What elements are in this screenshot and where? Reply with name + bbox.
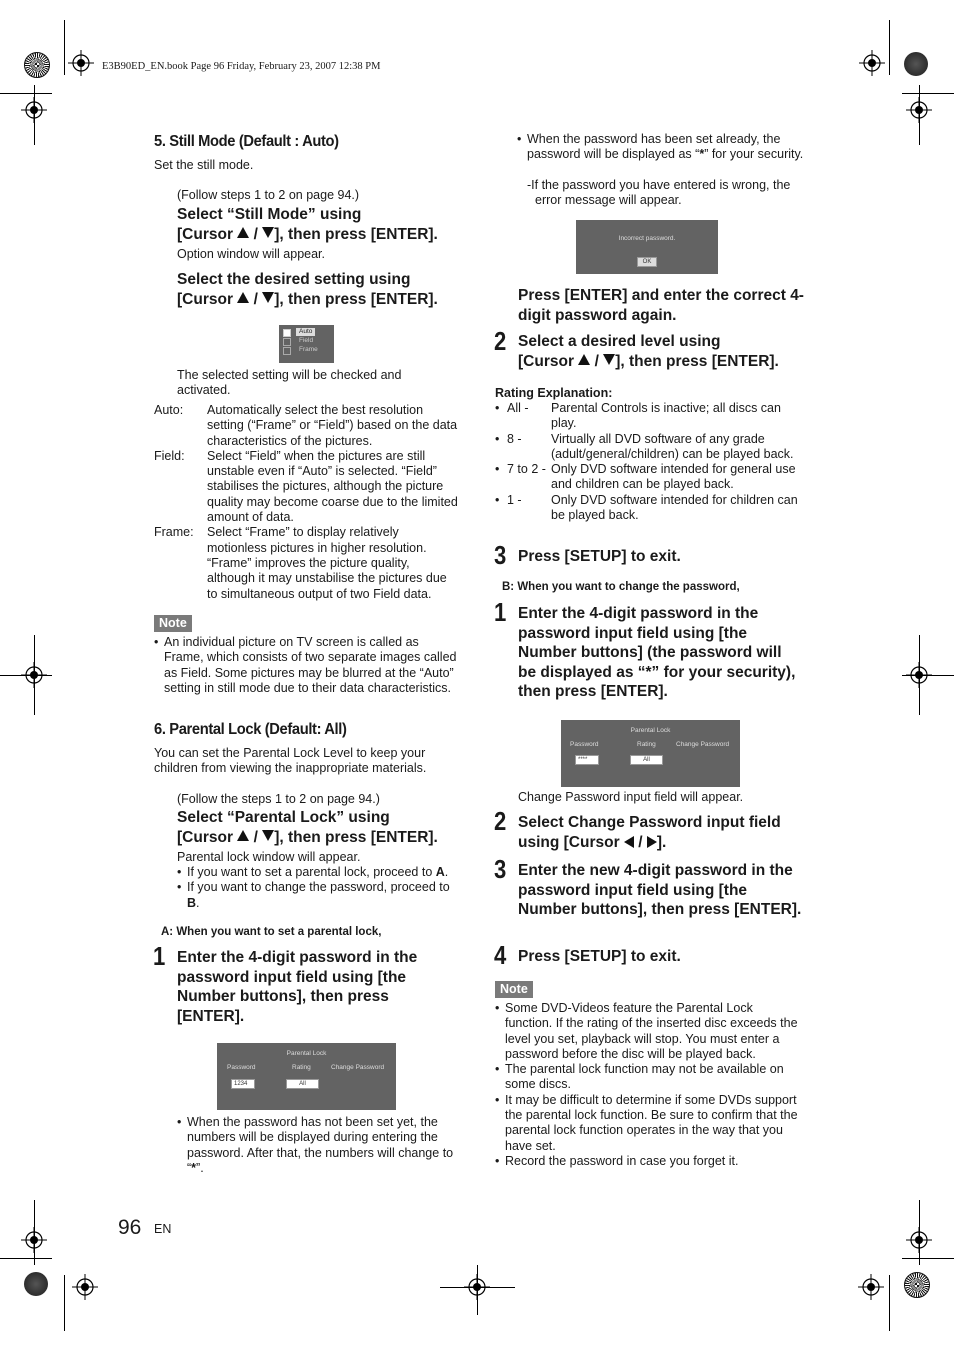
step-text: Enter the 4-digit password in the password input field using [the Number buttons] (the password will be displayed as “ xyxy=(518,605,782,681)
step-rest: ], then press [ENTER]. xyxy=(274,225,438,243)
password-field: 1234 xyxy=(231,1079,255,1089)
option-row xyxy=(283,337,331,346)
screen-col-rating: Rating xyxy=(292,1064,311,1071)
password-bullet-item xyxy=(177,1115,462,1176)
proceed-item xyxy=(177,865,462,880)
screen-col-rating: Rating xyxy=(637,741,656,748)
proceed-letter: B xyxy=(187,895,197,910)
definition-desc: Automatically select the best resolution setting (“Frame” or “Field”) based on the data characteristics of the pictures. xyxy=(207,403,458,448)
registration-crosshair-icon xyxy=(21,1227,47,1253)
note-label: Note xyxy=(154,615,192,632)
screen-col-password: Password xyxy=(570,741,599,748)
option-label: Field xyxy=(299,337,314,344)
step-number: 2 xyxy=(494,806,507,836)
period: . xyxy=(444,865,449,879)
note-item: • It may be difficult to determine if some DVDs support the parental lock function. Be sure to confirm that the parental lock function operates in the way that you have set. xyxy=(495,1093,800,1154)
step-rest: ], then press [ENTER]. xyxy=(615,352,779,370)
bullet-text: When the password has been set already, the password will be displayed as “ xyxy=(527,132,781,162)
crop-line xyxy=(0,93,52,94)
cursor-down-icon xyxy=(262,227,274,238)
registration-crosshair-icon xyxy=(906,662,932,688)
language-code: EN xyxy=(154,1222,172,1236)
cursor-text: [Cursor xyxy=(177,225,233,243)
registration-crosshair-icon xyxy=(906,97,932,123)
registration-crosshair-icon xyxy=(68,50,94,76)
rating-code: 1 - xyxy=(507,492,522,507)
page-number: 96 xyxy=(118,1216,142,1239)
definition-desc: Select “Frame” to display relatively motionless pictures in higher resolution. “Frame” improves the picture quality, although it may unstabilise the pictures due to simultaneous output of two Field data. xyxy=(207,525,447,601)
cursor-up-icon xyxy=(578,354,590,365)
rating-desc: Only DVD software intended for general use and children can be played back. xyxy=(551,462,796,492)
note-item: • An individual picture on TV screen is called as Frame, which consists of two separate images called as Field. Some pictures may be blurred at the “Auto” setting in still mode due to their data characteristics. xyxy=(154,635,459,696)
bullet: • xyxy=(495,431,500,446)
checkbox-checked-icon xyxy=(283,329,291,337)
bullet: • xyxy=(495,401,500,415)
follow-steps-note: (Follow steps 1 to 2 on page 94.) xyxy=(177,188,360,202)
still-mode-definitions xyxy=(154,403,459,602)
proceed-list xyxy=(177,865,462,911)
parental-lock-screen xyxy=(217,1043,396,1110)
step-line xyxy=(177,225,477,245)
rating-field: All xyxy=(630,755,663,765)
star-glyph: * xyxy=(699,147,705,162)
book-header: E3B90ED_EN.book Page 96 Friday, February 23, 2007 12:38 PM xyxy=(102,61,381,72)
step-number: 1 xyxy=(494,597,507,627)
proceed-item xyxy=(177,880,462,911)
cursor-right-icon xyxy=(647,836,657,848)
change-password-note: Change Password input field will appear. xyxy=(518,790,744,804)
proceed-letter: A xyxy=(435,865,445,879)
crop-line xyxy=(64,20,65,75)
slash: / xyxy=(594,352,599,370)
bullet-text: When the password has not been set yet, the numbers will be displayed during entering the password. After that, the numbers will change to “ xyxy=(187,1115,454,1175)
slash: / xyxy=(253,828,258,846)
password-field: **** xyxy=(575,755,599,765)
password-set-bullet xyxy=(517,132,807,163)
step-number: 3 xyxy=(494,540,507,570)
step-line xyxy=(177,828,477,848)
bullet-text: ” for your security. xyxy=(704,147,804,162)
step-select-parental-lock xyxy=(177,808,477,847)
star-glyph: * xyxy=(191,1160,197,1175)
step-rest: ], then press [ENTER]. xyxy=(274,290,438,308)
wrong-password-note: -If the password you have entered is wrong, the error message will appear. xyxy=(527,178,791,208)
step-select-level xyxy=(518,332,818,371)
parental-lock-screen xyxy=(561,720,740,787)
rating-field: All xyxy=(286,1079,319,1089)
crop-line xyxy=(0,1258,52,1259)
parental-lock-heading: 6. Parental Lock (Default: All) xyxy=(154,721,347,738)
period: . xyxy=(196,895,200,910)
step-line: Select Change Password input field xyxy=(518,814,781,831)
still-mode-intro: Set the still mode. xyxy=(154,158,254,172)
note-item: • Record the password in case you forget it. xyxy=(495,1154,800,1169)
option-window-note: Option window will appear. xyxy=(177,247,325,261)
step-select-setting xyxy=(177,270,477,309)
registration-crosshair-icon xyxy=(464,1274,490,1300)
crop-line xyxy=(64,1275,65,1331)
cursor-left-icon xyxy=(624,836,634,848)
step-enter-password-b xyxy=(518,604,803,702)
slash: / xyxy=(253,225,258,243)
star-glyph: * xyxy=(645,663,652,681)
note-item: • Some DVD-Videos feature the Parental Lock function. If the rating of the inserted disc exceeds the level you set, playback will stop. You must enter a password before the disc will be played back. xyxy=(495,1001,800,1062)
crop-line xyxy=(902,1258,954,1259)
note-list xyxy=(154,635,459,696)
rating-code: 8 - xyxy=(507,431,522,446)
step-line: Select “Still Mode” using xyxy=(177,206,362,223)
rating-desc: Virtually all DVD software of any grade (adult/general/children) can be played back. xyxy=(551,431,794,461)
screen-title: Parental Lock xyxy=(630,727,671,734)
registration-dark-circle-icon xyxy=(904,52,928,76)
definition-term: Auto: xyxy=(154,403,184,417)
cursor-up-icon xyxy=(237,830,249,841)
parental-lock-intro: You can set the Parental Lock Level to keep your children from viewing the inappropriate materials. xyxy=(154,746,427,776)
password-bullet xyxy=(177,1115,462,1176)
note-item: • The parental lock function may not be available on some discs. xyxy=(495,1062,800,1093)
bullet: • xyxy=(495,462,500,477)
follow-steps-note: (Follow the steps 1 to 2 on page 94.) xyxy=(177,792,380,806)
option-row xyxy=(283,346,331,355)
registration-crosshair-icon xyxy=(858,1274,884,1300)
step-enter-new-password: Enter the new 4-digit password in the password input field using [the Number buttons], then press [ENTER]. xyxy=(518,862,802,918)
rating-explanation-heading: Rating Explanation: xyxy=(495,386,613,400)
parental-window-note: Parental lock window will appear. xyxy=(177,850,361,864)
step-number: 3 xyxy=(494,854,507,884)
screen-col-password: Password xyxy=(227,1064,256,1071)
cursor-up-icon xyxy=(237,227,249,238)
rating-desc: Parental Controls is inactive; all discs can play. xyxy=(551,401,781,431)
registration-crosshair-icon xyxy=(21,97,47,123)
proceed-text: If you want to set a parental lock, proceed to xyxy=(187,865,436,879)
proceed-text: If you want to change the password, proceed to xyxy=(187,880,450,895)
cursor-text: using [Cursor xyxy=(518,833,620,851)
crop-line xyxy=(889,20,890,75)
registration-starburst-icon xyxy=(24,52,50,78)
checkbox-icon xyxy=(283,347,291,355)
slash: / xyxy=(253,290,258,308)
step-line: Select the desired setting using xyxy=(177,271,411,288)
rating-code: 7 to 2 - xyxy=(507,462,546,477)
step-line xyxy=(518,833,818,853)
crop-line xyxy=(902,93,954,94)
registration-dark-circle-icon xyxy=(24,1272,48,1296)
step-press-setup: Press [SETUP] to exit. xyxy=(518,548,681,565)
incorrect-password-screen xyxy=(576,220,718,274)
cursor-down-icon xyxy=(603,354,615,365)
step-number: 1 xyxy=(153,941,166,971)
still-mode-heading: 5. Still Mode (Default : Auto) xyxy=(154,133,339,150)
error-message: Incorrect password. xyxy=(618,235,676,242)
note-list xyxy=(495,1001,800,1169)
registration-crosshair-icon xyxy=(21,662,47,688)
note-label: Note xyxy=(495,981,533,998)
definition-term: Field: xyxy=(154,448,185,463)
registration-crosshair-icon xyxy=(859,50,885,76)
bullet: • xyxy=(495,492,500,507)
definition-term: Frame: xyxy=(154,525,194,540)
step-press-setup: Press [SETUP] to exit. xyxy=(518,948,681,965)
option-label: Auto xyxy=(296,328,315,336)
registration-crosshair-icon xyxy=(906,1227,932,1253)
selected-setting-note: The selected setting will be checked and activated. xyxy=(177,368,402,398)
rating-list xyxy=(495,401,805,523)
section-a-heading: A: When you want to set a parental lock, xyxy=(161,926,382,938)
step-select-change-password xyxy=(518,813,818,852)
option-row xyxy=(283,328,331,337)
rating-desc: Only DVD software intended for children can be played back. xyxy=(551,492,798,523)
step-line xyxy=(518,352,818,372)
step-number: 4 xyxy=(494,940,507,970)
option-label: Frame xyxy=(299,346,318,353)
cursor-down-icon xyxy=(262,292,274,303)
step-text: ” for your security), then press [ENTER]. xyxy=(518,663,796,700)
slash: / xyxy=(638,833,643,851)
checkbox-icon xyxy=(283,338,291,346)
step-line xyxy=(177,290,477,310)
password-set-item xyxy=(517,132,807,163)
cursor-text: [Cursor xyxy=(177,290,233,308)
crop-line xyxy=(889,1275,890,1331)
step-rest: ], then press [ENTER]. xyxy=(274,828,438,846)
ok-button[interactable]: OK xyxy=(637,257,657,267)
registration-starburst-icon xyxy=(904,1272,930,1298)
section-b-heading: B: When you want to change the password, xyxy=(502,581,740,593)
step-rest: ]. xyxy=(656,833,667,851)
step-number: 2 xyxy=(494,326,507,356)
cursor-down-icon xyxy=(262,830,274,841)
cursor-up-icon xyxy=(237,292,249,303)
press-enter-instruction: Press [ENTER] and enter the correct 4-digit password again. xyxy=(518,287,804,324)
bullet-end: ”. xyxy=(196,1160,204,1175)
still-mode-option-screen xyxy=(279,325,334,363)
cursor-text: [Cursor xyxy=(177,828,233,846)
step-select-still-mode xyxy=(177,205,477,244)
rating-code: All - xyxy=(507,401,529,415)
screen-title: Parental Lock xyxy=(286,1050,327,1057)
screen-col-change-password: Change Password xyxy=(331,1064,385,1071)
step-enter-password: Enter the 4-digit password in the password input field using [the Number buttons], then press [ENTER]. xyxy=(177,949,418,1025)
definition-desc: Select “Field” when the pictures are still unstable even if “Auto” is selected. “Field” stabilises the pictures, although the picture quality may become coarse due to the limited amount of data. xyxy=(207,448,458,525)
screen-col-change-password: Change Password xyxy=(676,741,730,748)
cursor-text: [Cursor xyxy=(518,352,574,370)
step-line: Select a desired level using xyxy=(518,333,721,350)
registration-crosshair-icon xyxy=(72,1274,98,1300)
step-line: Select “Parental Lock” using xyxy=(177,809,390,826)
